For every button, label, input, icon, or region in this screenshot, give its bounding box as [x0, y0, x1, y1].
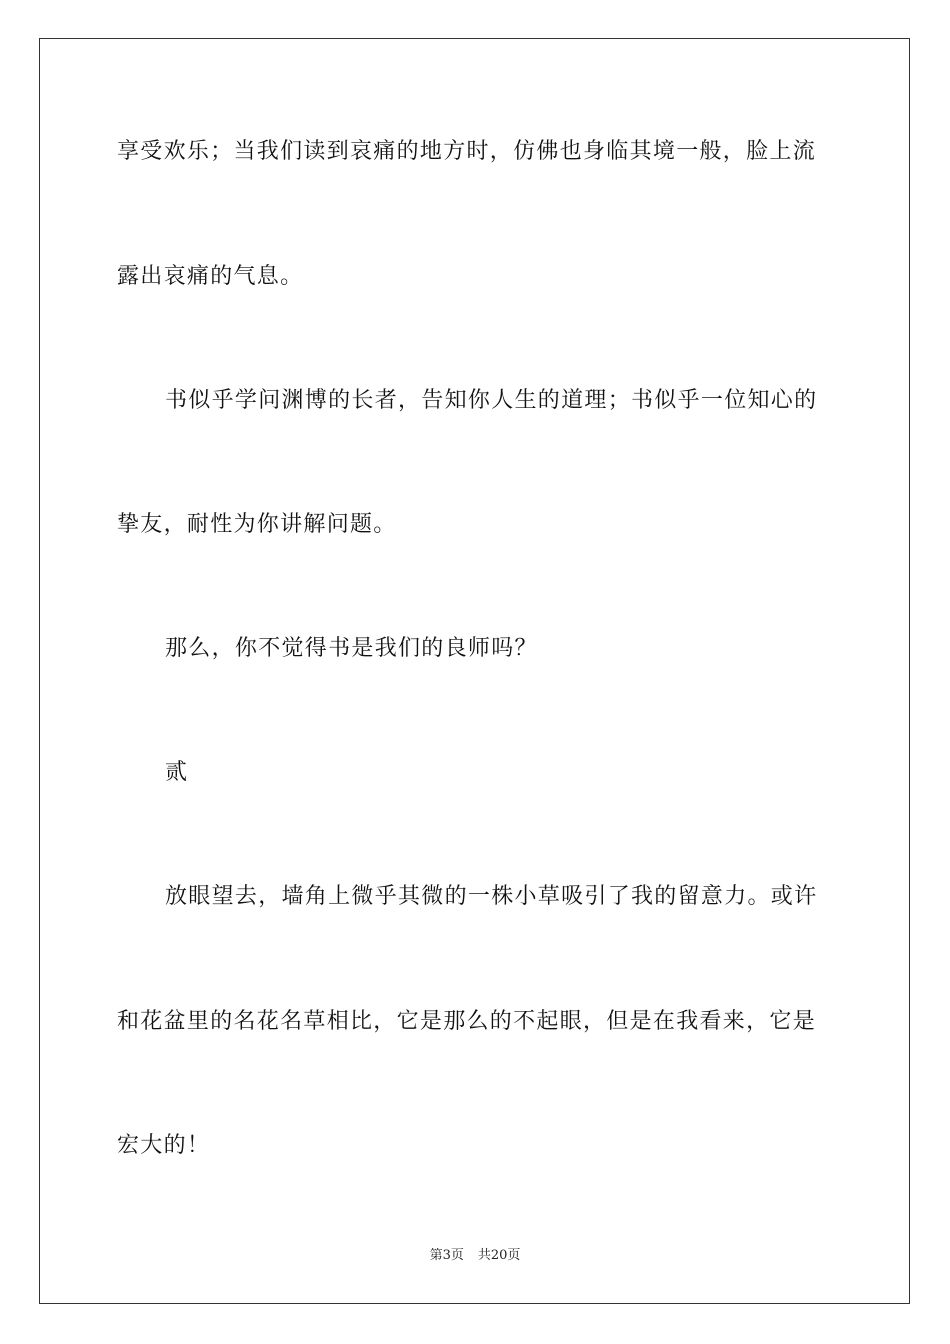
page-footer — [0, 1247, 950, 1265]
paragraph-line-5: 那么，你不觉得书是我们的良师吗？ — [165, 636, 538, 661]
page-number-current: 第3页 — [429, 1248, 464, 1263]
page-number-total: 共20页 — [477, 1248, 521, 1263]
paragraph-line-6: 放眼望去，墙角上微乎其微的一株小草吸引了我的留意力。或许 — [165, 884, 818, 909]
paragraph-line-2: 露出哀痛的气息。 — [117, 264, 304, 289]
paragraph-line-4: 挚友，耐性为你讲解问题。 — [117, 512, 397, 537]
paragraph-line-7: 和花盆里的名花名草相比，它是那么的不起眼，但是在我看来，它是 — [117, 1009, 817, 1034]
section-heading: 贰 — [165, 760, 189, 785]
paragraph-line-1: 享受欢乐；当我们读到哀痛的地方时，仿佛也身临其境一般，脸上流 — [117, 139, 817, 164]
page-border — [39, 38, 910, 1304]
paragraph-line-8: 宏大的！ — [117, 1133, 211, 1158]
paragraph-line-3: 书似乎学问渊博的长者，告知你人生的道理；书似乎一位知心的 — [165, 388, 818, 413]
